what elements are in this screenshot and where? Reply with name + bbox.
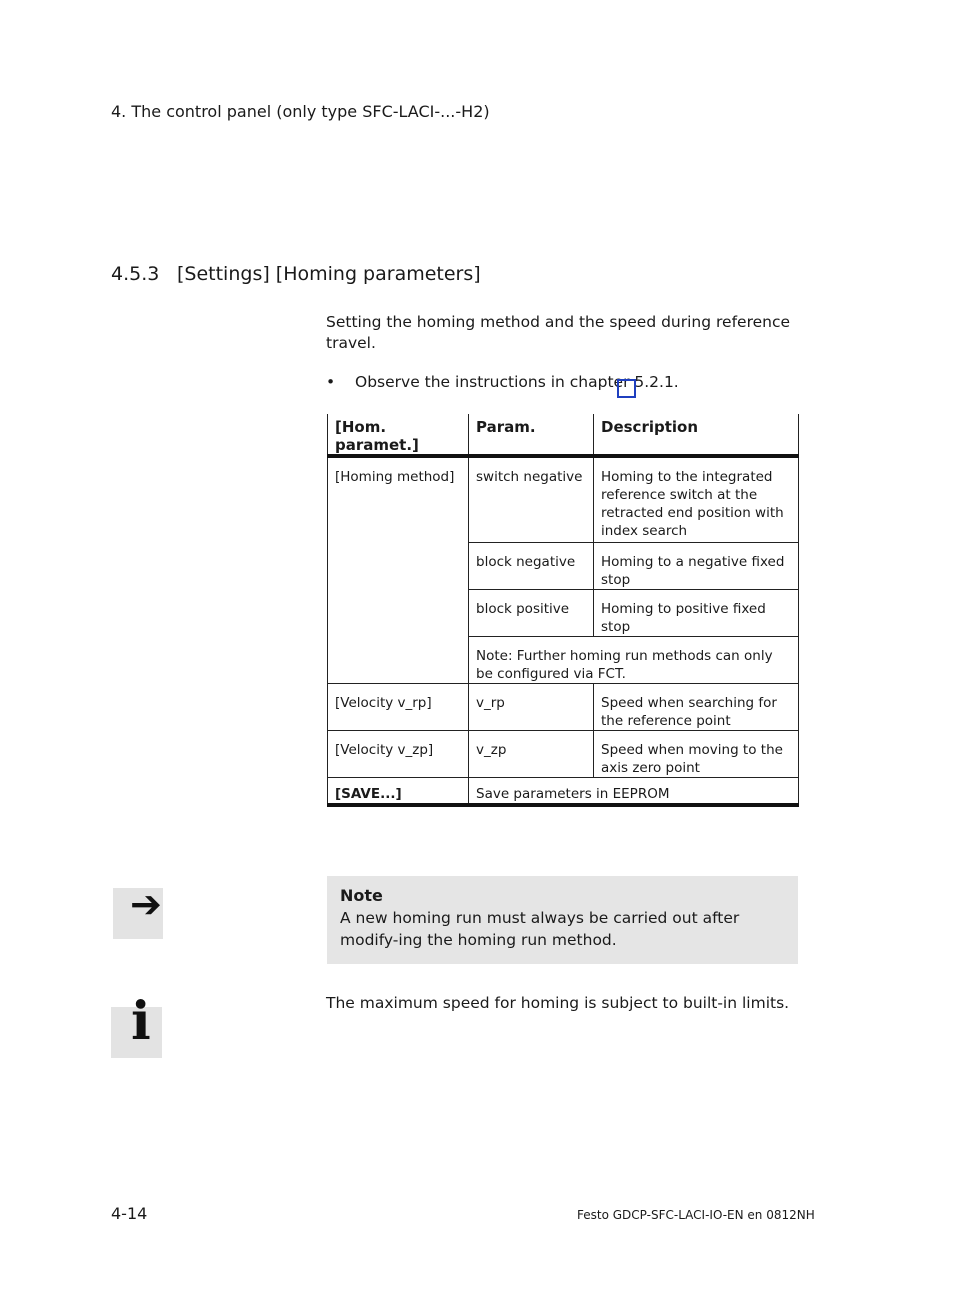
bullet-symbol: • — [326, 373, 336, 391]
table-header-cell: Description — [594, 414, 799, 456]
table-cell: Homing to a negative fixed stop — [594, 543, 799, 590]
info-icon-glyph: i — [131, 991, 151, 1052]
table-cell: v_zp — [469, 731, 594, 778]
table-row — [328, 778, 799, 806]
table-cell: Save parameters in EEPROM — [469, 778, 799, 806]
table-cell: switch negative — [469, 456, 594, 543]
section-number: 4.5.3 — [111, 263, 160, 285]
footer-document-id: Festo GDCP-SFC-LACI-IO-EN en 0812NH — [577, 1208, 815, 1222]
table-row — [328, 684, 799, 731]
table-cell: block negative — [469, 543, 594, 590]
table-note-cell: Note: Further homing run methods can only be configured via FCT. — [469, 637, 799, 684]
table-cell: [SAVE...] — [328, 778, 469, 806]
page-number: 4-14 — [111, 1204, 148, 1223]
table-header-row — [328, 414, 799, 456]
table-cell: Speed when searching for the reference point — [594, 684, 799, 731]
section-title: [Settings] [Homing parameters] — [177, 263, 481, 285]
bullet-text: Observe the instructions in chapter 5.2.1. — [355, 373, 679, 391]
arrow-right-icon-glyph: ➔ — [130, 882, 162, 926]
table-cell: [Velocity v_zp] — [328, 731, 469, 778]
chapter-header: 4. The control panel (only type SFC-LACI-...-H2) — [111, 102, 490, 121]
table-cell: [Velocity v_rp] — [328, 684, 469, 731]
table-cell: Homing to the integrated reference switch at the retracted end position with index search — [594, 456, 799, 543]
table-header-cell: [Hom. paramet.] — [328, 414, 469, 456]
intro-paragraph: Setting the homing method and the speed during reference travel. — [326, 313, 791, 352]
table-row — [328, 456, 799, 543]
table-header-cell: Param. — [469, 414, 594, 456]
table-row — [328, 731, 799, 778]
chapter-reference-link[interactable] — [617, 379, 636, 398]
info-text: The maximum speed for homing is subject to built-in limits. — [326, 994, 790, 1012]
table-cell: v_rp — [469, 684, 594, 731]
note-title: Note — [340, 886, 383, 905]
homing-method-cell: [Homing method] — [328, 456, 469, 684]
section-heading — [111, 263, 481, 285]
note-text: A new homing run must always be carried out after modify-ing the homing run method. — [340, 909, 740, 949]
table-cell: Homing to positive fixed stop — [594, 590, 799, 637]
table-cell: block positive — [469, 590, 594, 637]
homing-parameters-table — [327, 414, 799, 807]
table-cell: Speed when moving to the axis zero point — [594, 731, 799, 778]
